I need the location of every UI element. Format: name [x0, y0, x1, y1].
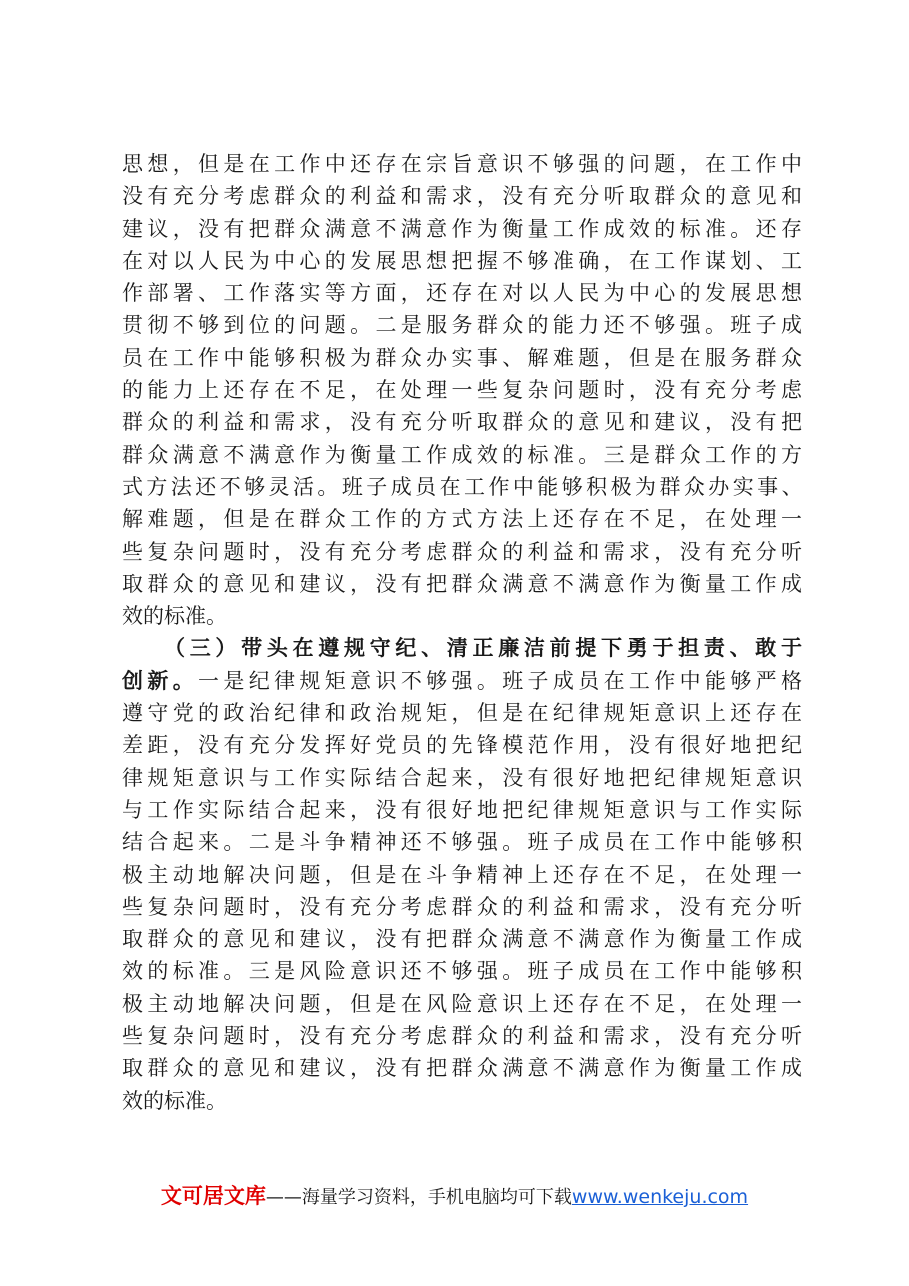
body-line: 式方法还不够灵活。班子成员在工作中能够积极为群众办实事、	[122, 474, 802, 499]
body-line: 群众的利益和需求，没有充分听取群众的意见和建议，没有把	[122, 410, 802, 435]
body-line: 结合起来。二是斗争精神还不够强。班子成员在工作中能够积	[122, 830, 802, 855]
body-line: 作部署、工作落实等方面，还存在对以人民为中心的发展思想	[122, 281, 802, 306]
footer-tagline: ——海量学习资料，手机电脑均可下载	[265, 1187, 572, 1208]
body-line: 建议，没有把群众满意不满意作为衡量工作成效的标准。还存	[122, 216, 802, 241]
section-heading-continuation	[122, 665, 802, 697]
body-line: 在对以人民为中心的发展思想把握不够准确，在工作谋划、工	[122, 248, 802, 273]
body-line: 遵守党的政治纪律和政治规矩，但是在纪律规矩意识上还存在	[122, 701, 802, 726]
footer-banner	[0, 1182, 909, 1212]
body-line: 些复杂问题时，没有充分考虑群众的利益和需求，没有充分听	[122, 894, 802, 919]
document-body	[122, 148, 802, 1117]
body-line: 取群众的意见和建议，没有把群众满意不满意作为衡量工作成	[122, 1056, 802, 1081]
body-line: 差距，没有充分发挥好党员的先锋模范作用，没有很好地把纪	[122, 733, 802, 758]
body-line: 极主动地解决问题，但是在斗争精神上还存在不足，在处理一	[122, 862, 802, 887]
body-line: 的能力上还存在不足，在处理一些复杂问题时，没有充分考虑	[122, 378, 802, 403]
body-line: 贯彻不够到位的问题。二是服务群众的能力还不够强。班子成	[122, 313, 802, 338]
body-line: 没有充分考虑群众的利益和需求，没有充分听取群众的意见和	[122, 184, 802, 209]
section-first-line-text: 一是纪律规矩意识不够强。班子成员在工作中能够严格	[198, 668, 803, 693]
body-line: 效的标准。三是风险意识还不够强。班子成员在工作中能够积	[122, 959, 802, 984]
body-line: 取群众的意见和建议，没有把群众满意不满意作为衡量工作成	[122, 927, 802, 952]
section-heading-end: 创新。	[122, 667, 199, 693]
section-heading: （三）带头在遵规守纪、清正廉洁前提下勇于担责、敢于	[164, 635, 802, 661]
body-line: 些复杂问题时，没有充分考虑群众的利益和需求，没有充分听	[122, 1024, 802, 1049]
body-line: 员在工作中能够积极为群众办实事、解难题，但是在服务群众	[122, 345, 802, 370]
body-line: 取群众的意见和建议，没有把群众满意不满意作为衡量工作成	[122, 571, 802, 596]
body-line: 群众满意不满意作为衡量工作成效的标准。三是群众工作的方	[122, 442, 802, 467]
body-line: 律规矩意识与工作实际结合起来，没有很好地把纪律规矩意识	[122, 765, 802, 790]
body-line: 极主动地解决问题，但是在风险意识上还存在不足，在处理一	[122, 991, 802, 1016]
body-line: 思想，但是在工作中还存在宗旨意识不够强的问题，在工作中	[122, 152, 802, 176]
footer-brand: 文可居文库	[160, 1184, 266, 1208]
body-line: 效的标准。	[122, 1088, 227, 1113]
body-line: 解难题，但是在群众工作的方式方法上还存在不足，在处理一	[122, 507, 802, 532]
footer-url-link[interactable]: www.wenkeju.com	[571, 1186, 749, 1208]
body-line: 效的标准。	[122, 604, 227, 629]
body-line: 些复杂问题时，没有充分考虑群众的利益和需求，没有充分听	[122, 539, 802, 564]
body-line: 与工作实际结合起来，没有很好地把纪律规矩意识与工作实际	[122, 797, 802, 822]
